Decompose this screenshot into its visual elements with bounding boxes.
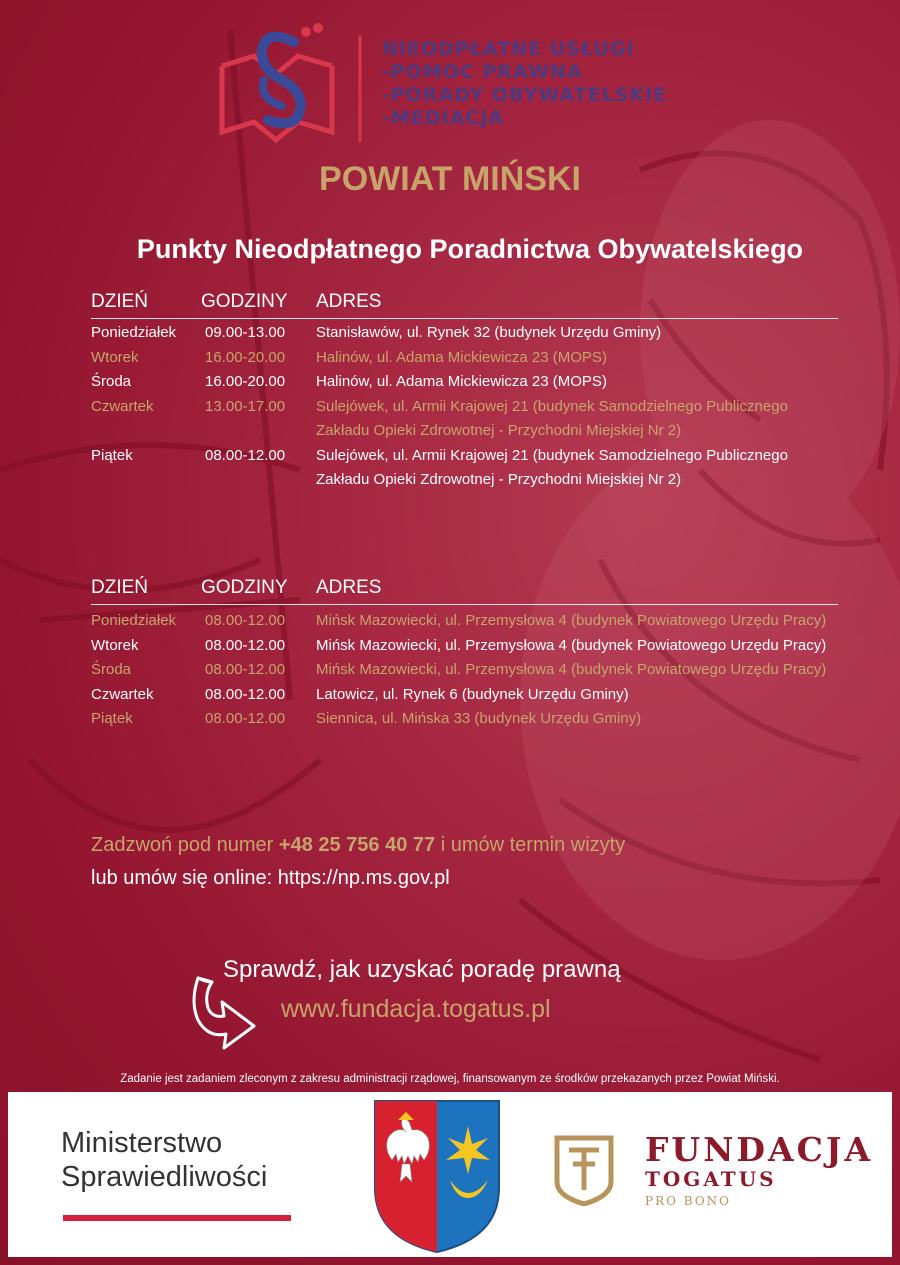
call-suffix: i umów termin wizyty	[440, 834, 626, 856]
ministry-name-line1: Ministerstwo	[61, 1127, 223, 1159]
row-day: Piątek	[91, 446, 133, 464]
row-day: Wtorek	[91, 348, 139, 366]
table-row	[91, 683, 838, 708]
table-row	[91, 634, 838, 659]
row-address: Sulejówek, ul. Armii Krajowej 21 (budynek Samodzielnego Publicznego Zakładu Opieki Zdrowotnej - Przychodni Miejskiej Nr 2)	[316, 397, 788, 439]
row-address: Halinów, ul. Adama Mickiewicza 23 (MOPS)	[316, 373, 607, 390]
table-row	[91, 707, 838, 732]
table-row	[91, 370, 838, 395]
brand-line: -POMOC PRAWNA	[382, 61, 583, 83]
schedule-table-1	[91, 292, 838, 493]
header-hours: GODZINY	[201, 291, 288, 312]
row-address: Stanisławów, ul. Rynek 32 (budynek Urzędu Gminy)	[316, 324, 662, 341]
togatus-monogram-icon	[553, 1134, 615, 1206]
brand-line: NIEODPŁATNE USŁUGI	[382, 38, 635, 60]
foundation-website-link[interactable]: www.fundacja.togatus.pl	[281, 995, 551, 1023]
row-hours: 08.00-12.00	[205, 612, 286, 629]
row-hours: 08.00-12.00	[205, 636, 286, 654]
table-row	[91, 444, 838, 493]
table-row	[91, 346, 838, 371]
table-row	[91, 321, 838, 346]
brand-line: -MEDIACJA	[382, 107, 505, 129]
row-day: Czwartek	[91, 397, 154, 415]
row-address: Siennica, ul. Mińska 33 (budynek Urzędu Gminy)	[316, 710, 642, 727]
header-day: DZIEŃ	[91, 291, 148, 312]
row-day: Piątek	[91, 710, 133, 727]
row-hours: 08.00-12.00	[205, 661, 286, 678]
togatus-line1: FUNDACJA	[645, 1130, 874, 1169]
row-address: Mińsk Mazowiecki, ul. Przemysłowa 4 (budynek Powiatowego Urzędu Pracy)	[316, 612, 827, 629]
row-day: Środa	[91, 373, 132, 390]
ministry-name-line2: Sprawiedliwości	[61, 1161, 268, 1193]
row-hours: 16.00-20.00	[205, 373, 286, 390]
county-title: POWIAT MIŃSKI	[319, 160, 581, 198]
row-day: Czwartek	[91, 685, 154, 703]
header-day: DZIEŃ	[91, 577, 148, 598]
service-list-heading	[382, 38, 667, 130]
row-address: Mińsk Mazowiecki, ul. Przemysłowa 4 (budynek Powiatowego Urzędu Pracy)	[316, 636, 827, 654]
row-address: Halinów, ul. Adama Mickiewicza 23 (MOPS)	[316, 348, 607, 366]
header-address: ADRES	[316, 291, 382, 312]
sponsor-logos-bar	[8, 1092, 892, 1257]
county-coat-of-arms-icon	[372, 1098, 502, 1254]
phone-number[interactable]: +48 25 756 40 77	[278, 834, 436, 856]
row-address: Latowicz, ul. Rynek 6 (budynek Urzędu Gminy)	[316, 685, 629, 703]
row-hours: 16.00-20.00	[205, 348, 286, 366]
funding-note: Zadanie jest zadaniem zleconym z zakresu administracji rządowej, finansowanym ze środków przekazanych przez Powiat Miński.	[120, 1073, 780, 1085]
row-address: Mińsk Mazowiecki, ul. Przemysłowa 4 (budynek Powiatowego Urzędu Pracy)	[316, 661, 827, 678]
table-row	[91, 395, 838, 444]
row-hours: 13.00-17.00	[205, 397, 286, 415]
togatus-foundation-logo	[645, 1132, 873, 1208]
row-day: Poniedziałek	[91, 324, 177, 341]
row-hours: 09.00-13.00	[205, 324, 286, 341]
page-subtitle: Punkty Nieodpłatnego Poradnictwa Obywatelskiego	[136, 234, 804, 264]
row-day: Środa	[91, 661, 132, 678]
schedule-table-2	[91, 578, 838, 732]
row-hours: 08.00-12.00	[205, 710, 286, 727]
row-address: Sulejówek, ul. Armii Krajowej 21 (budynek Samodzielnego Publicznego Zakładu Opieki Zdrowotnej - Przychodni Miejskiej Nr 2)	[316, 446, 788, 488]
table-header	[91, 292, 838, 319]
row-day: Poniedziałek	[91, 612, 177, 629]
brand-line: -PORADY OBYWATELSKIE	[382, 84, 668, 106]
togatus-line3: PRO BONO	[645, 1194, 731, 1208]
header-address: ADRES	[316, 577, 382, 598]
table-header	[91, 578, 838, 605]
row-day: Wtorek	[91, 636, 139, 654]
call-prefix: Zadzwoń pod numer	[91, 834, 274, 856]
polish-flag-stripe-icon	[63, 1212, 291, 1221]
togatus-line2: TOGATUS	[645, 1167, 777, 1191]
row-hours: 08.00-12.00	[205, 446, 286, 464]
paragraph-book-logo-icon	[214, 22, 364, 150]
legal-advice-prompt: Sprawdź, jak uzyskać poradę prawną	[223, 956, 621, 983]
header-hours: GODZINY	[201, 577, 288, 598]
table-row	[91, 658, 838, 683]
phone-call-line	[91, 834, 625, 857]
row-hours: 08.00-12.00	[205, 685, 286, 703]
online-booking-line[interactable]: lub umów się online: https://np.ms.gov.pl	[91, 867, 450, 889]
ministry-of-justice-logo	[61, 1126, 267, 1194]
table-row	[91, 609, 838, 634]
